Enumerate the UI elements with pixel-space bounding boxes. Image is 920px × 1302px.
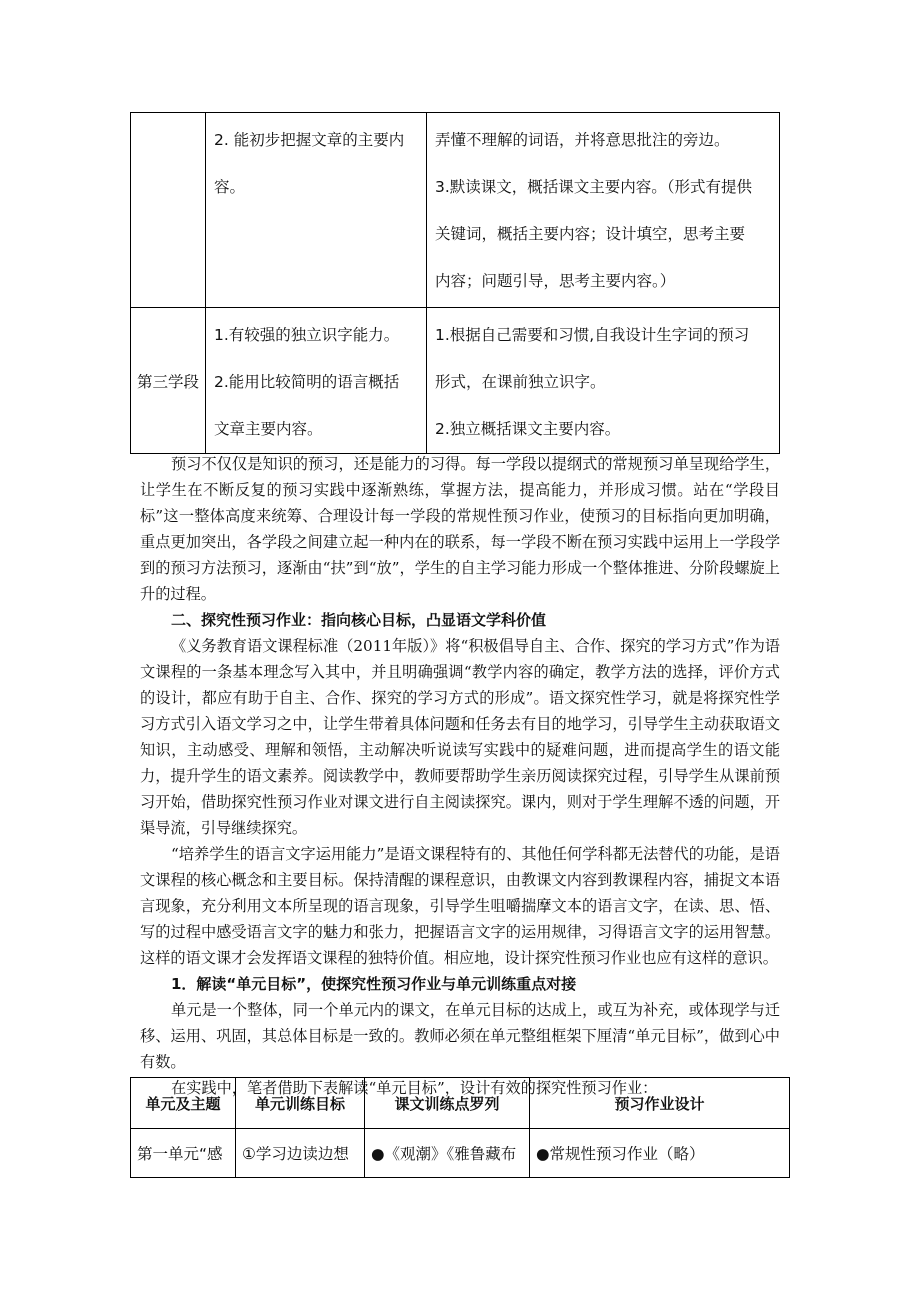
column-header: 单元及主题 (131, 1078, 236, 1129)
paragraph: 《义务教育语文课程标准（2011年版）》将“积极倡导自主、合作、探究的学习方式”作为语文课程的一条基本理念写入其中，并且明确强调“教学内容的确定，教学方法的选择，评价方式的设计，都应有助于自主、合作、探究的学习方式的形成”。语文探究性学习，就是将探究性学习方式引入语文学习之中，让学生带着具体问题和任务去有目的地学习，引导学生主动获取语文知识，主动感受、理解和领悟，主动解决听说读写实践中的疑难问题，进而提高学生的语文能力，提升学生的语文素养。阅读教学中，教师要帮助学生亲历阅读探究过程，引导学生从课前预习开始，借助探究性预习作业对课文进行自主阅读探究。课内，则对于学生理解不透的问题，开渠导流，引导继续探究。 (140, 637, 780, 837)
table-cell: ①学习边读边想 (236, 1129, 365, 1178)
table-row (131, 308, 780, 454)
paragraph: “培养学生的语言文字运用能力”是语文课程特有的、其他任何学科都无法替代的功能，是语文课程的核心概念和主要目标。保持清醒的课程意识，由教课文内容到教课程内容，捕捉文本语言现象，充分利用文本所呈现的语言现象，引导学生咀嚼揣摩文本的语言文字，在读、思、悟、写的过程中感受语言文字的魅力和张力，把握语言文字的运用规律，习得语言文字的运用智慧。这样的语文课才会发挥语文课程的独特价值。相应地，设计探究性预习作业也应有这样的意识。 (140, 845, 780, 967)
cell-line: 关键词，概括主要内容；设计填空，思考主要 (435, 225, 746, 243)
table-header-row (131, 1078, 790, 1129)
subsection-heading: 1．解读“单元目标”，使探究性预习作业与单元训练重点对接 (171, 975, 577, 993)
stage-cell: 第三学段 (131, 308, 206, 454)
column-header: 课文训练点罗列 (365, 1078, 530, 1129)
goals-cell (206, 113, 427, 308)
table-cell: 第一单元“感 (131, 1129, 236, 1178)
table-row (131, 1129, 790, 1178)
paragraph: 预习不仅仅是知识的预习，还是能力的习得。每一学段以提纲式的常规预习单呈现给学生，让学生在不断反复的预习实践中逐渐熟练，掌握方法，提高能力，并形成习惯。站在“学段目标”这一整体高度来统筹、合理设计每一学段的常规性预习作业，使预习的目标指向更加明确，重点更加突出，各学段之间建立起一种内在的联系，每一学段不断在预习实践中运用上一学段学到的预习方法预习，逐渐由“扶”到“放”，学生的自主学习能力形成一个整体推进、分阶段螺旋上升的过程。 (140, 455, 780, 603)
design-cell (427, 308, 780, 454)
section-heading: 二、探究性预习作业：指向核心目标，凸显语文学科价值 (171, 611, 547, 629)
cell-line: 内容；问题引导，思考主要内容。） (435, 272, 676, 290)
cell-line: 弄懂不理解的词语，并将意思批注的旁边。 (435, 131, 730, 149)
cell-line: 2.独立概括课文主要内容。 (435, 420, 621, 438)
paragraph: 在实践中，笔者借助下表解读“单元目标”，设计有效的探究性预习作业： (171, 1079, 658, 1097)
cell-line: 2. 能初步把握文章的主要内 (214, 131, 405, 149)
paragraph: 单元是一个整体，同一个单元内的课文，在单元目标的达成上，或互为补充，或体现学与迁移、运用、巩固，其总体目标是一致的。教师必须在单元整组框架下厘清“单元目标”，做到心中有数。 (140, 1001, 780, 1071)
cell-line: 1.根据自己需要和习惯,自我设计生字词的预习 (435, 326, 750, 344)
table-cell: ●常规性预习作业（略） (530, 1129, 790, 1178)
cell-line: 3.默读课文，概括课文主要内容。（形式有提供 (435, 178, 753, 196)
cell-line: 1.有较强的独立识字能力。 (214, 326, 400, 344)
cell-line: 形式，在课前独立识字。 (435, 373, 606, 391)
table-row (131, 113, 780, 308)
column-header: 预习作业设计 (530, 1078, 790, 1129)
cell-line: 容。 (214, 178, 246, 196)
cell-line: 文章主要内容。 (214, 420, 323, 438)
cell-line: 2.能用比较简明的语言概括 (214, 373, 400, 391)
stage-cell (131, 113, 206, 308)
unit-goals-table (130, 1077, 790, 1178)
body-text (140, 451, 780, 1101)
stage-goals-table (130, 112, 780, 454)
design-cell (427, 113, 780, 308)
table-cell: ●《观潮》《雅鲁藏布 (365, 1129, 530, 1178)
column-header: 单元训练目标 (236, 1078, 365, 1129)
goals-cell (206, 308, 427, 454)
